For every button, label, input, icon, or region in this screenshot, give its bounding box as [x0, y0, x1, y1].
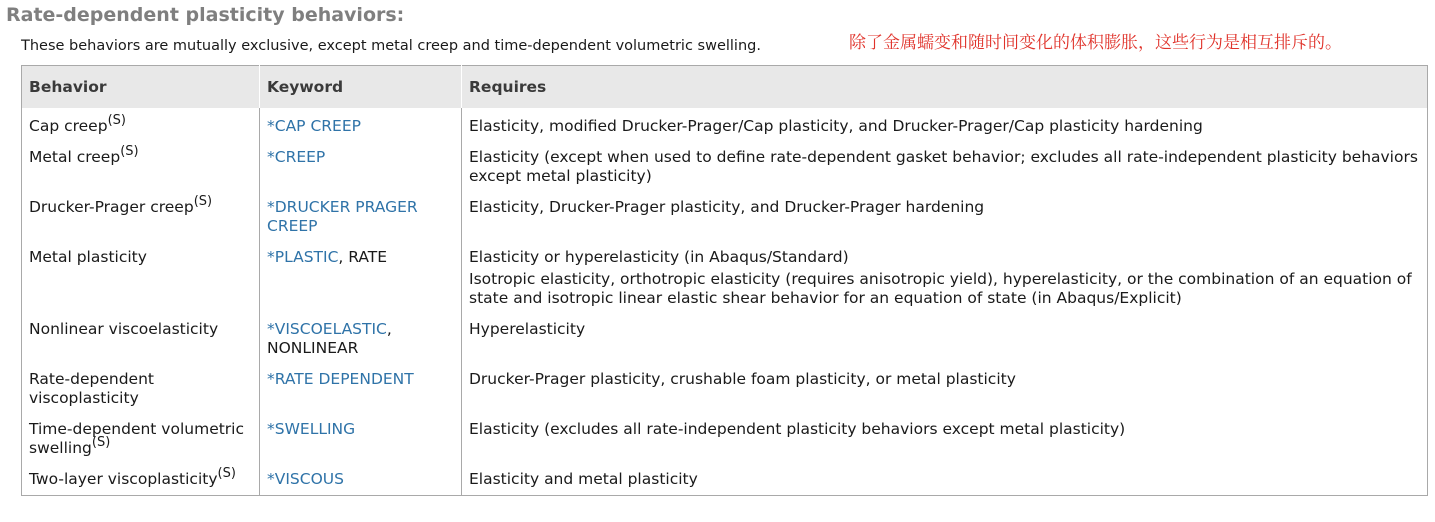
table-row: [22, 140, 1428, 190]
behavior-name: Two-layer viscoplasticity: [29, 470, 218, 488]
behavior-cell: [22, 362, 260, 412]
keyword-cell: [260, 412, 462, 462]
keyword-cell: [260, 362, 462, 412]
behavior-cell: [22, 190, 260, 240]
keyword-link[interactable]: *SWELLING: [267, 420, 356, 438]
behavior-cell: [22, 412, 260, 462]
column-header-behavior: Behavior: [22, 66, 260, 109]
table-row: [22, 412, 1428, 462]
requires-cell: Isotropic elasticity, orthotropic elasticity (requires anisotropic yield), hyperelasticity, or the combination of an equation of state and isotropic linear elastic shear behavior for an equation of state (in Abaqus/Explicit): [462, 268, 1428, 312]
behavior-cell: [22, 462, 260, 496]
behavior-cell: [22, 268, 260, 312]
chinese-annotation: 除了金属蠕变和随时间变化的体积膨胀，这些行为是相互排斥的。: [849, 33, 1342, 53]
standard-marker: (S): [193, 193, 213, 209]
standard-marker: (S): [217, 465, 236, 481]
keyword-cell: [260, 240, 462, 268]
keyword-link[interactable]: *VISCOUS: [267, 470, 344, 488]
keyword-cell: [260, 140, 462, 190]
requires-cell: Hyperelasticity: [462, 312, 1428, 362]
requires-cell: Elasticity or hyperelasticity (in Abaqus/Standard): [462, 240, 1428, 268]
behavior-cell: [22, 240, 260, 268]
behavior-cell: [22, 140, 260, 190]
keyword-link[interactable]: *CAP CREEP: [267, 117, 361, 135]
column-header-requires: Requires: [462, 66, 1428, 109]
table-row: [22, 240, 1428, 268]
keyword-cell: [260, 108, 462, 140]
behavior-name: Metal creep: [29, 148, 121, 166]
requires-cell: Elasticity and metal plasticity: [462, 462, 1428, 496]
standard-marker: (S): [120, 143, 139, 159]
behavior-name: Rate-dependent viscoplasticity: [29, 370, 154, 407]
behavior-name: Cap creep: [29, 117, 108, 135]
column-header-keyword: Keyword: [260, 66, 462, 109]
behavior-name: Time-dependent volumetric swelling: [29, 420, 245, 457]
intro-text: These behaviors are mutually exclusive, except metal creep and time-dependent volumetric swelling.: [21, 38, 761, 54]
behavior-name: Nonlinear viscoelasticity: [29, 320, 219, 338]
keyword-link[interactable]: *VISCOELASTIC: [267, 320, 387, 338]
table-row: [22, 362, 1428, 412]
behavior-name: Drucker-Prager creep: [29, 198, 194, 216]
behavior-cell: [22, 312, 260, 362]
keyword-cell: [260, 268, 462, 312]
requires-cell: Elasticity, modified Drucker-Prager/Cap plasticity, and Drucker-Prager/Cap plasticity hardening: [462, 108, 1428, 140]
table-row: [22, 108, 1428, 140]
section-title: Rate-dependent plasticity behaviors:: [6, 4, 405, 26]
keyword-link[interactable]: *PLASTIC: [267, 248, 339, 266]
keyword-parameter: , NONLINEAR: [267, 320, 392, 357]
keyword-cell: [260, 190, 462, 240]
keyword-link[interactable]: *CREEP: [267, 148, 326, 166]
behavior-cell: [22, 108, 260, 140]
requires-cell: Elasticity (excludes all rate-independent plasticity behaviors except metal plasticity): [462, 412, 1428, 462]
table-row: [22, 312, 1428, 362]
keyword-cell: [260, 462, 462, 496]
table-row: [22, 190, 1428, 240]
standard-marker: (S): [91, 434, 111, 450]
behaviors-table: [21, 65, 1428, 496]
table-row: [22, 268, 1428, 312]
keyword-cell: [260, 312, 462, 362]
standard-marker: (S): [107, 112, 126, 128]
requires-cell: Drucker-Prager plasticity, crushable foam plasticity, or metal plasticity: [462, 362, 1428, 412]
keyword-parameter: , RATE: [338, 248, 388, 266]
keyword-link[interactable]: *DRUCKER PRAGER CREEP: [267, 198, 418, 235]
requires-cell: Elasticity (except when used to define rate-dependent gasket behavior; excludes all rate-independent plasticity behaviors except metal plasticity): [462, 140, 1428, 190]
behavior-name: Metal plasticity: [29, 248, 147, 266]
table-header-row: [22, 66, 1428, 109]
keyword-link[interactable]: *RATE DEPENDENT: [267, 370, 414, 388]
requires-cell: Elasticity, Drucker-Prager plasticity, and Drucker-Prager hardening: [462, 190, 1428, 240]
table-row: [22, 462, 1428, 496]
